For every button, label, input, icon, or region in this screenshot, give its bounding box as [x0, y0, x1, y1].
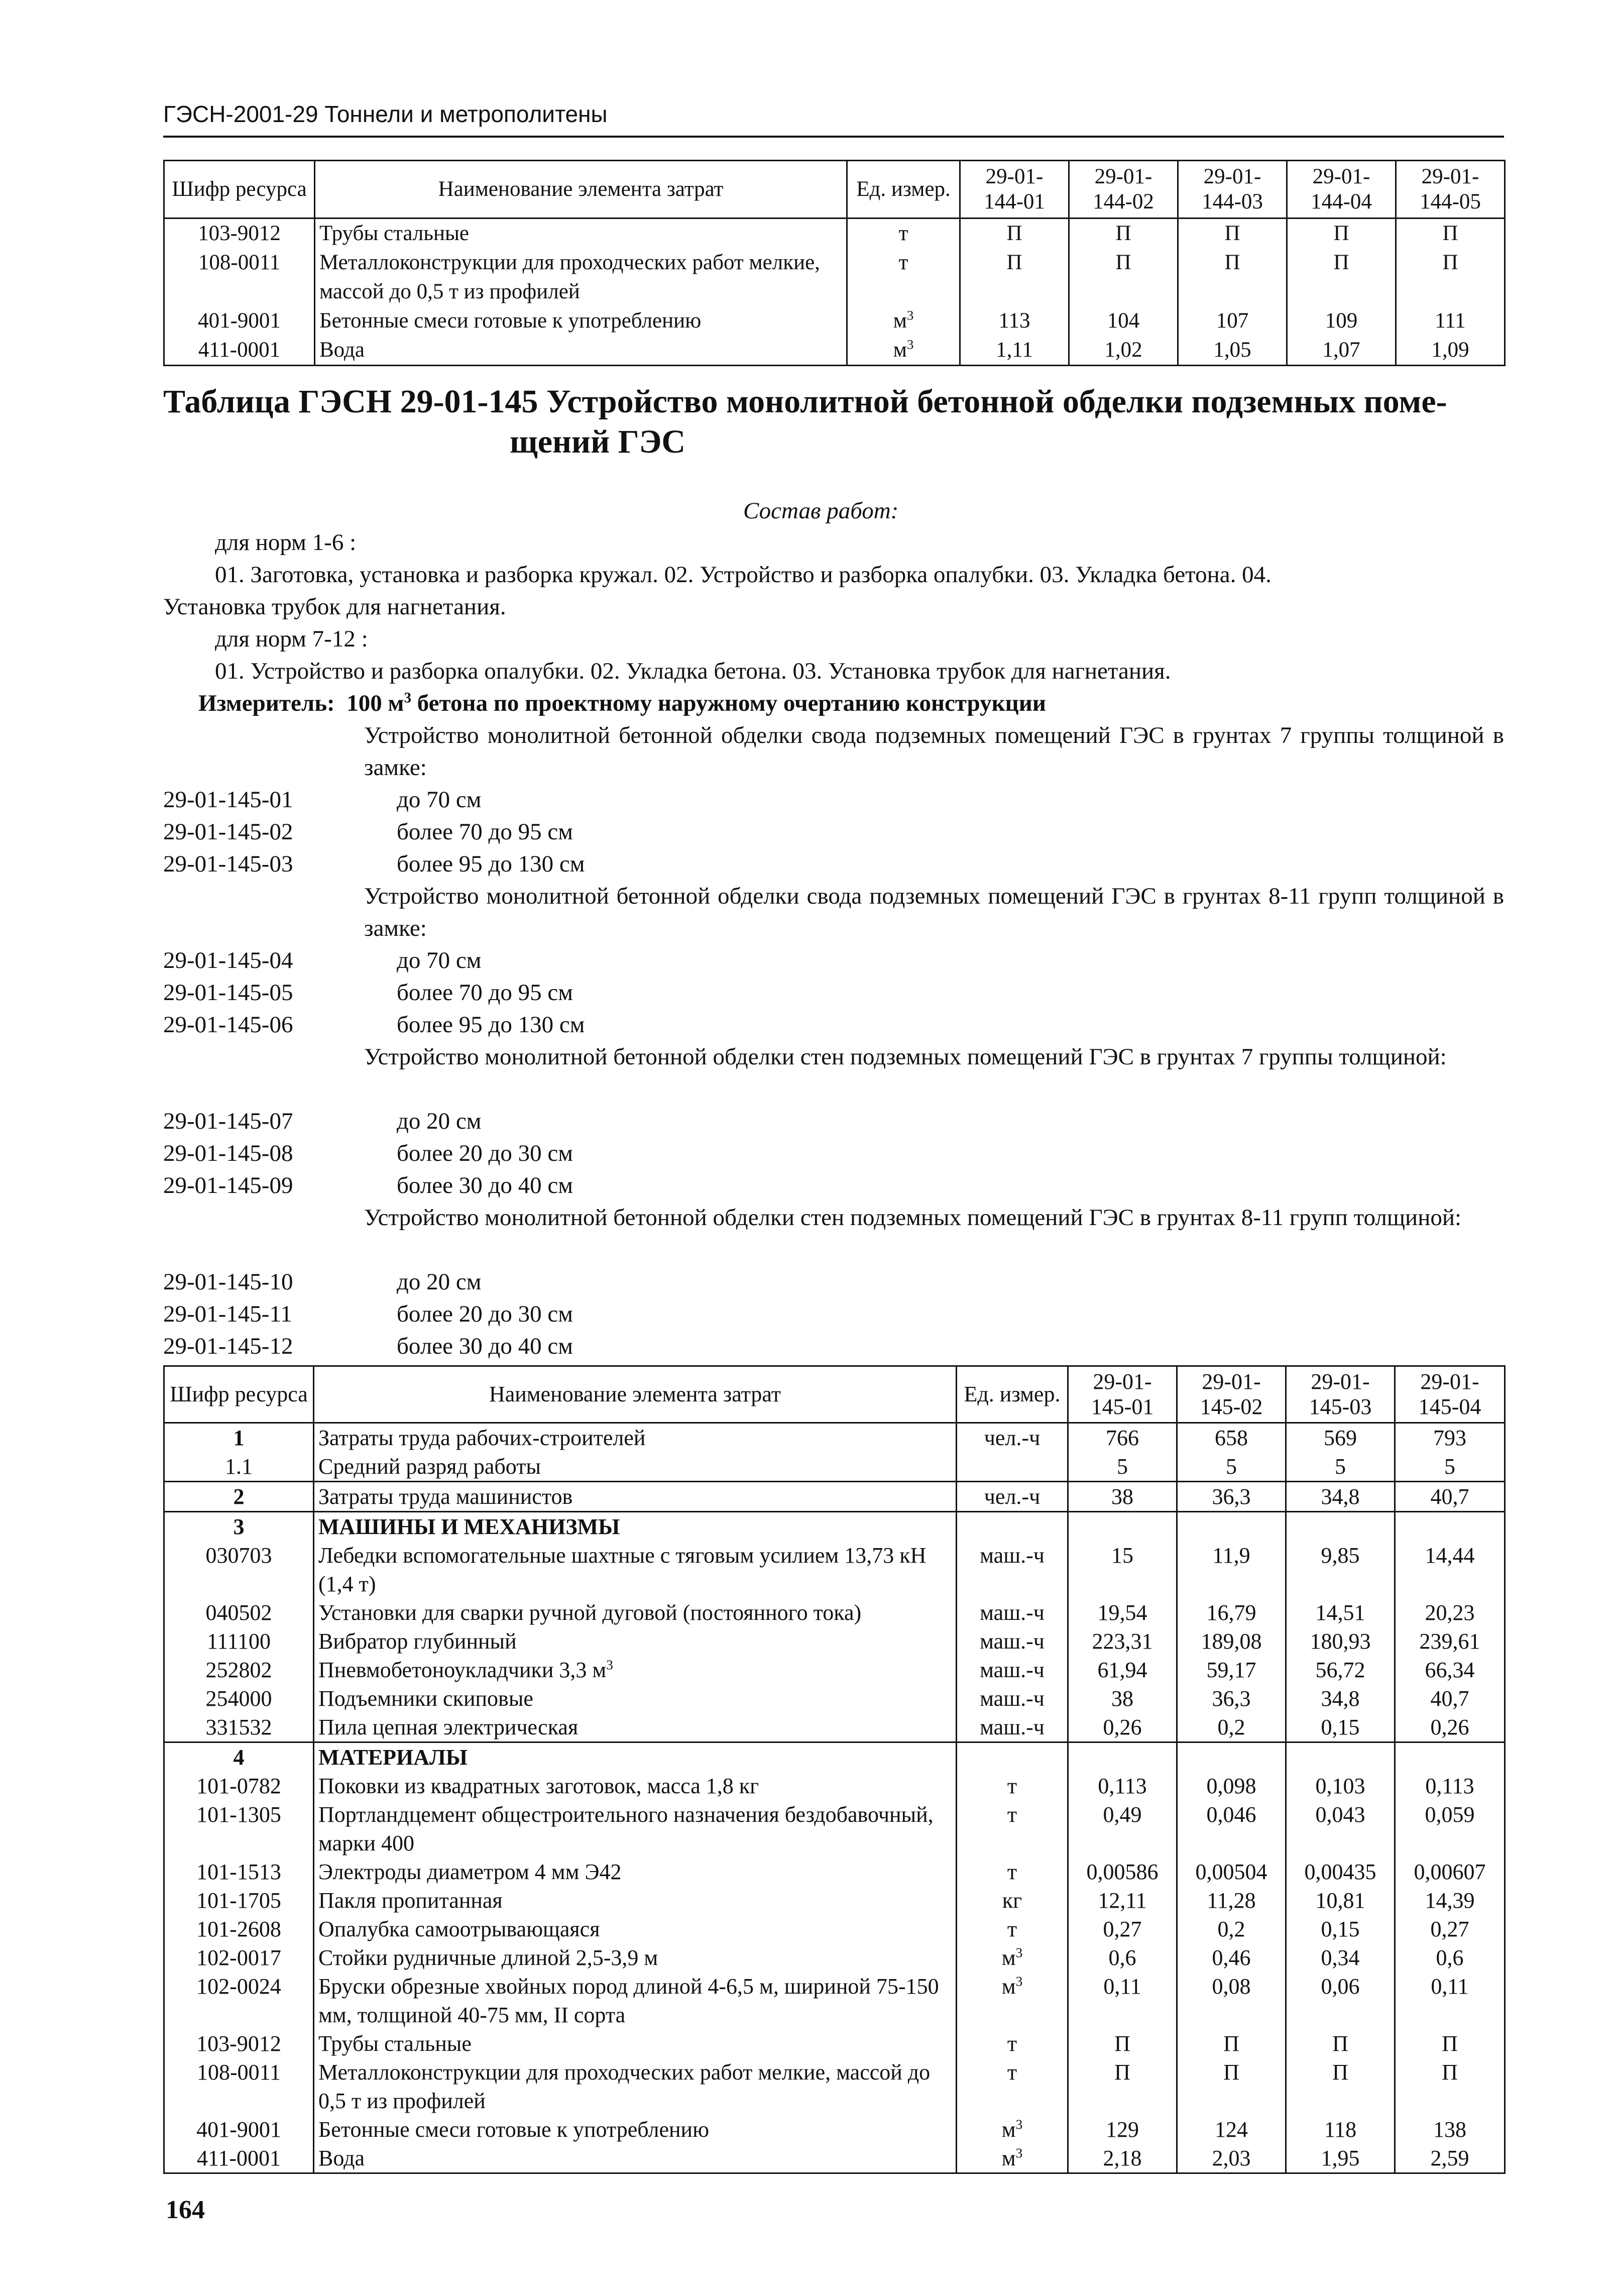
- table-row: [164, 2115, 1505, 2144]
- value-cell: 10,81: [1286, 1886, 1395, 1915]
- table-row: [164, 1857, 1505, 1886]
- value-cell: 1,09: [1396, 336, 1505, 366]
- resource-code: 4: [164, 1742, 314, 1772]
- table-heading-line-1: Таблица ГЭСН 29-01-145 Устройство монолитной бетонной обделки подземных поме-: [163, 383, 1447, 420]
- value-cell: 0,27: [1395, 1915, 1505, 1943]
- resource-code: 401-9001: [164, 306, 315, 336]
- resource-unit: маш.-ч: [957, 1713, 1068, 1742]
- resource-code: 108-0011: [164, 2058, 314, 2115]
- value-cell: 113: [960, 306, 1069, 336]
- table-row: [164, 2029, 1505, 2058]
- value-cell: 0,11: [1395, 1972, 1505, 2029]
- resource-unit: т: [847, 248, 960, 306]
- group-description-3: Устройство монолитной бетонной обделки стен подземных помещений ГЭС в грунтах 7 группы толщиной:: [364, 1044, 1447, 1070]
- value-cell: 2,03: [1177, 2144, 1286, 2173]
- value-cell: 0,098: [1177, 1772, 1286, 1800]
- column-header-norm-3: 29-01- 145-03: [1286, 1366, 1395, 1423]
- value-cell: 129: [1068, 2115, 1177, 2144]
- resource-code: 252802: [164, 1656, 314, 1684]
- resource-unit: $м^3$: [957, 1943, 1068, 1972]
- table-row: [164, 248, 1505, 306]
- resource-unit: т: [957, 2029, 1068, 2058]
- value-cell: 61,94: [1068, 1656, 1177, 1684]
- resource-name: Электроды диаметром 4 мм Э42: [314, 1857, 957, 1886]
- value-cell: 38: [1068, 1684, 1177, 1713]
- column-header-norm-1: 29-01- 144-01: [960, 161, 1069, 218]
- value-cell: 12,11: [1068, 1886, 1177, 1915]
- value-cell: 40,7: [1395, 1482, 1505, 1512]
- resource-name: Опалубка самоотрывающаяся: [314, 1915, 957, 1943]
- table-row: [164, 1423, 1505, 1453]
- value-cell: П: [1286, 2029, 1395, 2058]
- resource-name: Пневмобетоноукладчики 3,3 $м^3$: [314, 1656, 957, 1684]
- resource-name: Вода: [315, 336, 847, 366]
- table-heading-line-2: щений ГЭС: [510, 423, 686, 460]
- table-row: [164, 218, 1505, 249]
- norm-text: до 70 см: [397, 787, 482, 813]
- value-cell: 189,08: [1177, 1627, 1286, 1656]
- value-cell: 0,34: [1286, 1943, 1395, 1972]
- resource-unit: [957, 1452, 1068, 1482]
- value-cell: 0,27: [1068, 1915, 1177, 1943]
- resource-code: 103-9012: [164, 2029, 314, 2058]
- norm-text: до 20 см: [397, 1108, 482, 1134]
- composition-label: Состав работ:: [743, 498, 899, 524]
- value-cell: 15: [1068, 1541, 1177, 1598]
- value-cell: 5: [1177, 1452, 1286, 1482]
- resource-code: 101-1513: [164, 1857, 314, 1886]
- value-cell: 36,3: [1177, 1684, 1286, 1713]
- resource-unit: кг: [957, 1886, 1068, 1915]
- value-cell: 59,17: [1177, 1656, 1286, 1684]
- norm-text: более 30 до 40 см: [397, 1333, 573, 1359]
- value-cell: П: [1178, 218, 1287, 249]
- value-cell: П: [1396, 248, 1505, 306]
- value-cell: 104: [1069, 306, 1178, 336]
- column-header-name: Наименование элемента затрат: [314, 1366, 957, 1423]
- value-cell: 0,49: [1068, 1800, 1177, 1857]
- resource-name: Портландцемент общестроительного назначения бездобавочный, марки 400: [314, 1800, 957, 1857]
- resource-code: 1: [164, 1423, 314, 1453]
- resource-unit: т: [957, 1800, 1068, 1857]
- norm-code: 29-01-145-03: [163, 851, 293, 877]
- value-cell: 118: [1286, 2115, 1395, 2144]
- value-cell: П: [1287, 218, 1396, 249]
- resource-name: Установки для сварки ручной дуговой (постоянного тока): [314, 1598, 957, 1627]
- value-cell: 0,06: [1286, 1972, 1395, 2029]
- value-cell: 36,3: [1177, 1482, 1286, 1512]
- table-row: [164, 336, 1505, 366]
- value-cell: П: [1286, 2058, 1395, 2115]
- value-cell: 14,39: [1395, 1886, 1505, 1915]
- resource-name: Лебедки вспомогательные шахтные с тяговым усилием 13,73 кН (1,4 т): [314, 1541, 957, 1598]
- resource-unit: т: [957, 1915, 1068, 1943]
- value-cell: 40,7: [1395, 1684, 1505, 1713]
- value-cell: 11,28: [1177, 1886, 1286, 1915]
- column-header-unit: Ед. измер.: [957, 1366, 1068, 1423]
- value-cell: П: [1177, 2058, 1286, 2115]
- resource-unit: маш.-ч: [957, 1598, 1068, 1627]
- resource-name: Вода: [314, 2144, 957, 2173]
- resource-code: 101-1305: [164, 1800, 314, 1857]
- value-cell: П: [1068, 2029, 1177, 2058]
- column-header-norm-4: 29-01- 144-04: [1287, 161, 1396, 218]
- table-row: [164, 306, 1505, 336]
- resource-unit: т: [957, 1857, 1068, 1886]
- value-cell: П: [1287, 248, 1396, 306]
- composition-text-1-6-line-1: 01. Заготовка, установка и разборка кружал. 02. Устройство и разборка опалубки. 03. Укладка бетона. 04.: [215, 562, 1272, 588]
- value-cell: 1,95: [1286, 2144, 1395, 2173]
- resource-name: Затраты труда рабочих-строителей: [314, 1423, 957, 1453]
- column-header-unit: Ед. измер.: [847, 161, 960, 218]
- value-cell: 111: [1396, 306, 1505, 336]
- table-row: [164, 2144, 1505, 2173]
- value-cell: [1395, 1512, 1505, 1542]
- resource-code: 102-0017: [164, 1943, 314, 1972]
- resource-code: 101-1705: [164, 1886, 314, 1915]
- norm-text: более 20 до 30 см: [397, 1140, 573, 1166]
- value-cell: 19,54: [1068, 1598, 1177, 1627]
- value-cell: 2,59: [1395, 2144, 1505, 2173]
- norm-code: 29-01-145-06: [163, 1012, 293, 1038]
- value-cell: 0,26: [1395, 1713, 1505, 1742]
- value-cell: 16,79: [1177, 1598, 1286, 1627]
- resource-unit: т: [957, 2058, 1068, 2115]
- table-heading: [163, 382, 1504, 462]
- resource-code: 411-0001: [164, 2144, 314, 2173]
- section-title: МАШИНЫ И МЕХАНИЗМЫ: [314, 1512, 957, 1542]
- resource-code: 1.1: [164, 1452, 314, 1482]
- value-cell: 38: [1068, 1482, 1177, 1512]
- resource-name: Подъемники скиповые: [314, 1684, 957, 1713]
- group-description-1: Устройство монолитной бетонной обделки свода подземных помещений ГЭС в грунтах 7 группы толщиной в замке:: [364, 722, 1504, 781]
- resource-name: Трубы стальные: [315, 218, 847, 249]
- value-cell: 5: [1286, 1452, 1395, 1482]
- resource-name: Средний разряд работы: [314, 1452, 957, 1482]
- value-cell: 0,00586: [1068, 1857, 1177, 1886]
- column-header-norm-2: 29-01- 145-02: [1177, 1366, 1286, 1423]
- column-header-code: Шифр ресурса: [164, 161, 315, 218]
- value-cell: 1,02: [1069, 336, 1178, 366]
- value-cell: П: [960, 248, 1069, 306]
- resource-name: Пила цепная электрическая: [314, 1713, 957, 1742]
- resource-code: 254000: [164, 1684, 314, 1713]
- value-cell: 793: [1395, 1423, 1505, 1453]
- resource-name: Металлоконструкции для проходческих работ мелкие, массой до 0,5 т из профилей: [315, 248, 847, 306]
- column-header-norm-2: 29-01- 144-02: [1069, 161, 1178, 218]
- value-cell: П: [1395, 2029, 1505, 2058]
- resource-code: 040502: [164, 1598, 314, 1627]
- value-cell: 34,8: [1286, 1684, 1395, 1713]
- resource-unit: [957, 1512, 1068, 1542]
- resource-unit: маш.-ч: [957, 1627, 1068, 1656]
- resource-name: Металлоконструкции для проходческих работ мелкие, массой до 0,5 т из профилей: [314, 2058, 957, 2115]
- value-cell: 0,15: [1286, 1713, 1395, 1742]
- group-description-2: Устройство монолитной бетонной обделки свода подземных помещений ГЭС в грунтах 8-11 групп толщиной в замке:: [364, 883, 1504, 941]
- value-cell: 239,61: [1395, 1627, 1505, 1656]
- resource-unit: чел.-ч: [957, 1423, 1068, 1453]
- resource-unit: $м^3$: [957, 2115, 1068, 2144]
- value-cell: 0,2: [1177, 1713, 1286, 1742]
- composition-text-7-12: 01. Устройство и разборка опалубки. 02. Укладка бетона. 03. Установка трубок для нагнетания.: [215, 658, 1171, 684]
- resource-table-144: [163, 160, 1506, 366]
- measure-line: [198, 687, 1046, 719]
- value-cell: 5: [1068, 1452, 1177, 1482]
- value-cell: [1286, 1742, 1395, 1772]
- norm-code: 29-01-145-04: [163, 947, 293, 973]
- table-row: [164, 1541, 1505, 1598]
- resource-name: Затраты труда машинистов: [314, 1482, 957, 1512]
- resource-unit: чел.-ч: [957, 1482, 1068, 1512]
- resource-code: 108-0011: [164, 248, 315, 306]
- resource-unit: маш.-ч: [957, 1541, 1068, 1598]
- value-cell: 0,113: [1395, 1772, 1505, 1800]
- value-cell: 107: [1178, 306, 1287, 336]
- resource-code: 030703: [164, 1541, 314, 1598]
- norm-code: 29-01-145-08: [163, 1140, 293, 1166]
- measure-value: 100 $м^3$ бетона по проектному наружному очертанию конструкции: [346, 690, 1046, 716]
- value-cell: 0,103: [1286, 1772, 1395, 1800]
- value-cell: 20,23: [1395, 1598, 1505, 1627]
- resource-unit: маш.-ч: [957, 1656, 1068, 1684]
- resource-code: 101-0782: [164, 1772, 314, 1800]
- norm-code: 29-01-145-05: [163, 979, 293, 1006]
- table-row: [164, 1772, 1505, 1800]
- value-cell: П: [1069, 248, 1178, 306]
- header-rule: [163, 136, 1504, 138]
- value-cell: 0,08: [1177, 1972, 1286, 2029]
- value-cell: 0,00607: [1395, 1857, 1505, 1886]
- resource-code: 102-0024: [164, 1972, 314, 2029]
- resource-code: 3: [164, 1512, 314, 1542]
- resource-unit: $м^3$: [957, 2144, 1068, 2173]
- resource-unit: маш.-ч: [957, 1684, 1068, 1713]
- resource-unit: [957, 1742, 1068, 1772]
- value-cell: 1,11: [960, 336, 1069, 366]
- value-cell: 0,046: [1177, 1800, 1286, 1857]
- value-cell: 0,059: [1395, 1800, 1505, 1857]
- resource-name: Поковки из квадратных заготовок, масса 1,8 кг: [314, 1772, 957, 1800]
- table-row: [164, 1713, 1505, 1742]
- section-row-materials: [164, 1742, 1505, 1772]
- resource-unit: т: [847, 218, 960, 249]
- value-cell: 0,15: [1286, 1915, 1395, 1943]
- value-cell: 14,51: [1286, 1598, 1395, 1627]
- resource-unit: $м^3$: [847, 306, 960, 336]
- value-cell: 14,44: [1395, 1541, 1505, 1598]
- resource-name: Бетонные смеси готовые к употреблению: [315, 306, 847, 336]
- norm-text: до 70 см: [397, 947, 482, 973]
- resource-unit: $м^3$: [847, 336, 960, 366]
- table-row: [164, 1482, 1505, 1512]
- table-row: [164, 1627, 1505, 1656]
- column-header-name: Наименование элемента затрат: [315, 161, 847, 218]
- norm-text: до 20 см: [397, 1269, 482, 1295]
- value-cell: П: [1178, 248, 1287, 306]
- norm-code: 29-01-145-11: [163, 1301, 292, 1327]
- table-row: [164, 1886, 1505, 1915]
- column-header-norm-5: 29-01- 144-05: [1396, 161, 1505, 218]
- value-cell: [1286, 1512, 1395, 1542]
- table-row: [164, 2058, 1505, 2115]
- value-cell: 0,6: [1395, 1943, 1505, 1972]
- norm-code: 29-01-145-12: [163, 1333, 293, 1359]
- value-cell: 56,72: [1286, 1656, 1395, 1684]
- value-cell: 138: [1395, 2115, 1505, 2144]
- value-cell: 11,9: [1177, 1541, 1286, 1598]
- column-header-norm-1: 29-01- 145-01: [1068, 1366, 1177, 1423]
- table-row: [164, 1656, 1505, 1684]
- resource-code: 101-2608: [164, 1915, 314, 1943]
- value-cell: 0,043: [1286, 1800, 1395, 1857]
- norm-code: 29-01-145-07: [163, 1108, 293, 1134]
- resource-code: 331532: [164, 1713, 314, 1742]
- resource-unit: т: [957, 1772, 1068, 1800]
- table-header-row: [164, 1366, 1505, 1423]
- resource-name: Вибратор глубинный: [314, 1627, 957, 1656]
- value-cell: 223,31: [1068, 1627, 1177, 1656]
- norm-text: более 20 до 30 см: [397, 1301, 573, 1327]
- group-description-4: Устройство монолитной бетонной обделки стен подземных помещений ГЭС в грунтах 8-11 групп толщиной:: [364, 1205, 1462, 1231]
- table-row: [164, 1972, 1505, 2029]
- value-cell: 569: [1286, 1423, 1395, 1453]
- running-header: ГЭСН-2001-29 Тоннели и метрополитены: [163, 101, 608, 127]
- resource-code: 103-9012: [164, 218, 315, 249]
- value-cell: П: [1177, 2029, 1286, 2058]
- value-cell: 180,93: [1286, 1627, 1395, 1656]
- page-number: 164: [166, 2196, 205, 2224]
- table-header-row: [164, 161, 1505, 218]
- value-cell: 0,113: [1068, 1772, 1177, 1800]
- norm-code: 29-01-145-10: [163, 1269, 293, 1295]
- value-cell: 66,34: [1395, 1656, 1505, 1684]
- norms-7-12-label: для норм 7-12 :: [215, 626, 368, 652]
- value-cell: 0,00435: [1286, 1857, 1395, 1886]
- column-header-norm-4: 29-01- 145-04: [1395, 1366, 1505, 1423]
- value-cell: 658: [1177, 1423, 1286, 1453]
- norm-text: более 30 до 40 см: [397, 1172, 573, 1198]
- table-row: [164, 1684, 1505, 1713]
- norm-code: 29-01-145-02: [163, 819, 293, 845]
- resource-table-145: [163, 1365, 1506, 2174]
- value-cell: 0,2: [1177, 1915, 1286, 1943]
- value-cell: 2,18: [1068, 2144, 1177, 2173]
- value-cell: 34,8: [1286, 1482, 1395, 1512]
- value-cell: 0,46: [1177, 1943, 1286, 1972]
- value-cell: 766: [1068, 1423, 1177, 1453]
- table-row: [164, 1452, 1505, 1482]
- value-cell: 1,07: [1287, 336, 1396, 366]
- resource-code: 2: [164, 1482, 314, 1512]
- resource-name: Трубы стальные: [314, 2029, 957, 2058]
- value-cell: 9,85: [1286, 1541, 1395, 1598]
- value-cell: 0,00504: [1177, 1857, 1286, 1886]
- resource-unit: $м^3$: [957, 1972, 1068, 2029]
- norm-text: более 70 до 95 см: [397, 819, 573, 845]
- resource-code: 411-0001: [164, 336, 315, 366]
- measure-label: Измеритель:: [198, 690, 335, 716]
- value-cell: П: [960, 218, 1069, 249]
- resource-code: 111100: [164, 1627, 314, 1656]
- value-cell: П: [1069, 218, 1178, 249]
- value-cell: [1177, 1742, 1286, 1772]
- norm-code: 29-01-145-09: [163, 1172, 293, 1198]
- value-cell: [1068, 1512, 1177, 1542]
- resource-name: Бетонные смеси готовые к употреблению: [314, 2115, 957, 2144]
- norm-text: более 95 до 130 см: [397, 1012, 585, 1038]
- value-cell: 0,11: [1068, 1972, 1177, 2029]
- norms-1-6-label: для норм 1-6 :: [215, 529, 357, 556]
- resource-code: 401-9001: [164, 2115, 314, 2144]
- table-row: [164, 1915, 1505, 1943]
- norm-text: более 95 до 130 см: [397, 851, 585, 877]
- table-row: [164, 1598, 1505, 1627]
- value-cell: 109: [1287, 306, 1396, 336]
- resource-name: Бруски обрезные хвойных пород длиной 4-6,5 м, шириной 75-150 мм, толщиной 40-75 мм, II сорта: [314, 1972, 957, 2029]
- value-cell: П: [1395, 2058, 1505, 2115]
- value-cell: 124: [1177, 2115, 1286, 2144]
- column-header-code: Шифр ресурса: [164, 1366, 314, 1423]
- value-cell: П: [1396, 218, 1505, 249]
- value-cell: П: [1068, 2058, 1177, 2115]
- section-title: МАТЕРИАЛЫ: [314, 1742, 957, 1772]
- value-cell: 1,05: [1178, 336, 1287, 366]
- composition-text-1-6-line-2: Установка трубок для нагнетания.: [163, 594, 506, 620]
- value-cell: 5: [1395, 1452, 1505, 1482]
- value-cell: [1177, 1512, 1286, 1542]
- value-cell: 0,26: [1068, 1713, 1177, 1742]
- resource-name: Пакля пропитанная: [314, 1886, 957, 1915]
- column-header-norm-3: 29-01- 144-03: [1178, 161, 1287, 218]
- table-row: [164, 1800, 1505, 1857]
- norm-text: более 70 до 95 см: [397, 979, 573, 1006]
- norm-code: 29-01-145-01: [163, 787, 293, 813]
- value-cell: [1068, 1742, 1177, 1772]
- table-row: [164, 1943, 1505, 1972]
- value-cell: [1395, 1742, 1505, 1772]
- section-row-machines: [164, 1512, 1505, 1542]
- value-cell: 0,6: [1068, 1943, 1177, 1972]
- resource-name: Стойки рудничные длиной 2,5-3,9 м: [314, 1943, 957, 1972]
